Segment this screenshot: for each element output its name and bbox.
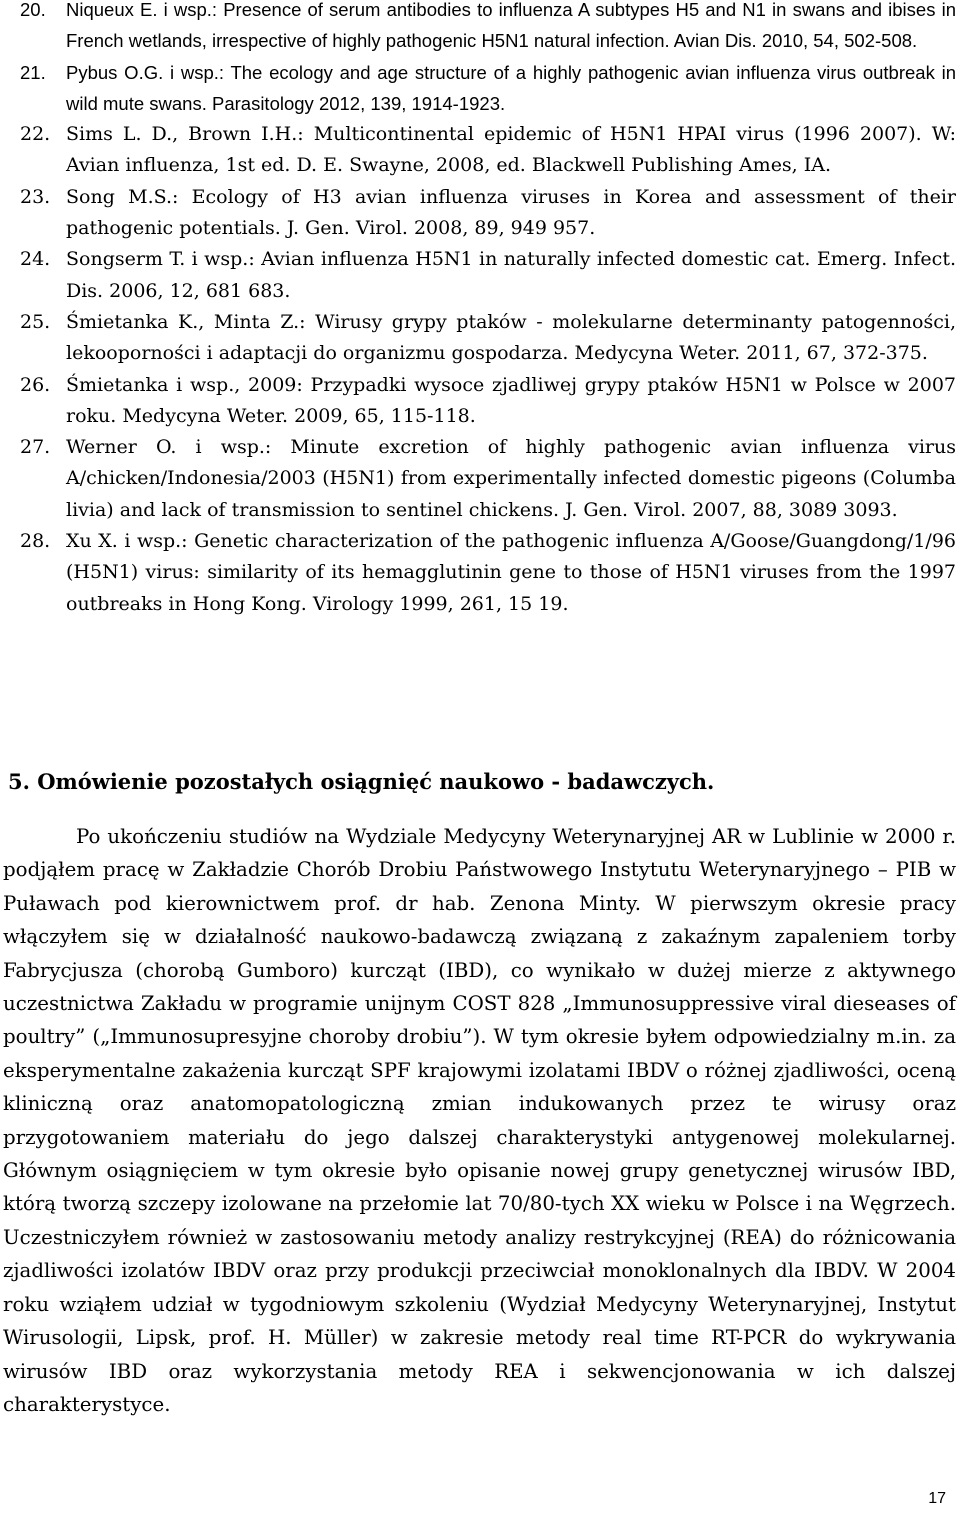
reference-number: 25. xyxy=(20,310,51,333)
reference-number: 27. xyxy=(20,436,51,459)
page-number: 17 xyxy=(928,1490,946,1507)
reference-text: Song M.S.: Ecology of H3 avian influenza viruses in Korea and assessment of their pathogenic potentials. J. Gen. Virol. 2008, 89, 949 957. xyxy=(66,185,956,240)
reference-number: 24. xyxy=(20,248,51,271)
reference-number: 23. xyxy=(20,185,51,208)
reference-list xyxy=(20,0,956,620)
reference-item xyxy=(20,244,956,307)
reference-number: 21. xyxy=(20,61,46,83)
reference-item xyxy=(20,370,956,433)
reference-number: 28. xyxy=(20,530,51,553)
section-paragraph: Po ukończeniu studiów na Wydziale Medycyny Weterynaryjnej AR w Lublinie w 2000 r. podjąłem pracę w Zakładzie Chorób Drobiu Państwowego Instytutu Weterynaryjnego – PIB w Puławach pod kierownictwem prof. dr hab. Zenona Minty. W pierwszym okresie pracy włączyłem się w działalność naukowo-badawczą związaną z zakaźnym zapaleniem torby Fabrycjusza (chorobą Gumboro) kurcząt (IBD), co wynikało w dużej mierze z aktywnego uczestnictwa Zakładu w programie unijnym COST 828 „Immunosuppressive viral dieseases of poultry” („Immunosupresyjne choroby drobiu”). W tym okresie byłem odpowiedzialny m.in. za eksperymentalne zakażenia kurcząt SPF krajowymi izolatami IBDV o różnej zjadliwości, oceną kliniczną oraz anatomopatologiczną zmian indukowanych przez te wirusy oraz przygotowaniem materiału do jego dalszej charakterystyki antygenowej molekularnej. Głównym osiągnięciem w tym okresie było opisanie nowej grupy genetycznej wirusów IBD, którą tworzą szczepy izolowane na przełomie lat 70/80-tych XX wieku w Polsce i na Węgrzech. Uczestniczyłem również w zastosowaniu metody analizy restrykcyjnej (REA) do różnicowania zjadliwości izolatów IBDV oraz przy produkcji przeciwciał monoklonalnych dla IBDV. W 2004 roku wziąłem udział w tygodniowym szkoleniu (Wydział Medycyny Weterynaryjnej, Instytut Wirusologii, Lipsk, prof. H. Müller) w zakresie metody real time RT-PCR do wykrywania wirusów IBD oraz wykorzystania metody REA i sekwencjonowania w ich dalszej charakterystyce. xyxy=(3,825,956,1416)
reference-text: Śmietanka i wsp., 2009: Przypadki wysoce zjadliwej grypy ptaków H5N1 w Polsce w 2007 roku. Medycyna Weter. 2009, 65, 115-118. xyxy=(66,373,956,427)
reference-text: Songserm T. i wsp.: Avian influenza H5N1 in naturally infected domestic cat. Emerg. Infect. Dis. 2006, 12, 681 683. xyxy=(66,248,956,302)
reference-item xyxy=(20,307,956,370)
reference-text: Sims L. D., Brown I.H.: Multicontinental epidemic of H5N1 HPAI virus (1996 2007). W: Avian influenza, 1st ed. D. E. Swayne, 2008, ed. Blackwell Publishing Ames, IA. xyxy=(66,123,956,177)
reference-text: Pybus O.G. i wsp.: The ecology and age structure of a highly pathogenic avian influenza virus outbreak in wild mute swans. Parasitology 2012, 139, 1914-1923. xyxy=(66,61,956,114)
reference-item xyxy=(20,0,956,57)
section-heading: 5. Omówienie pozostałych osiągnięć naukowo - badawczych. xyxy=(8,769,715,794)
reference-text: Śmietanka K., Minta Z.: Wirusy grypy ptaków - molekularne determinanty patogenności, lekooporności i adaptacji do organizmu gospodarza. Medycyna Weter. 2011, 67, 372-375. xyxy=(66,310,956,365)
reference-item xyxy=(20,526,956,620)
reference-number: 26. xyxy=(20,373,51,396)
reference-item xyxy=(20,57,956,120)
reference-item xyxy=(20,182,956,245)
reference-item xyxy=(20,432,956,526)
reference-text: Werner O. i wsp.: Minute excretion of highly pathogenic avian influenza virus A/chicken/Indonesia/2003 (H5N1) from experimentally infected domestic pigeons (Columba livia) and lack of transmission to sentinel chickens. J. Gen. Virol. 2007, 88, 3089 3093. xyxy=(66,436,956,521)
reference-number: 22. xyxy=(20,123,51,146)
reference-text: Xu X. i wsp.: Genetic characterization of the pathogenic influenza A/Goose/Guangdong/1/96 (H5N1) virus: similarity of its hemagglutinin gene to those of H5N1 viruses from the 1997 outbreaks in Hong Kong. Virology 1999, 261, 15 19. xyxy=(66,530,956,615)
reference-number: 20. xyxy=(20,0,46,20)
reference-text: Niqueux E. i wsp.: Presence of serum antibodies to influenza A subtypes H5 and N1 in swans and ibises in French wetlands, irrespective of highly pathogenic H5N1 natural infection. Avian Dis. 2010, 54, 502-508. xyxy=(66,0,956,52)
reference-item xyxy=(20,119,956,182)
